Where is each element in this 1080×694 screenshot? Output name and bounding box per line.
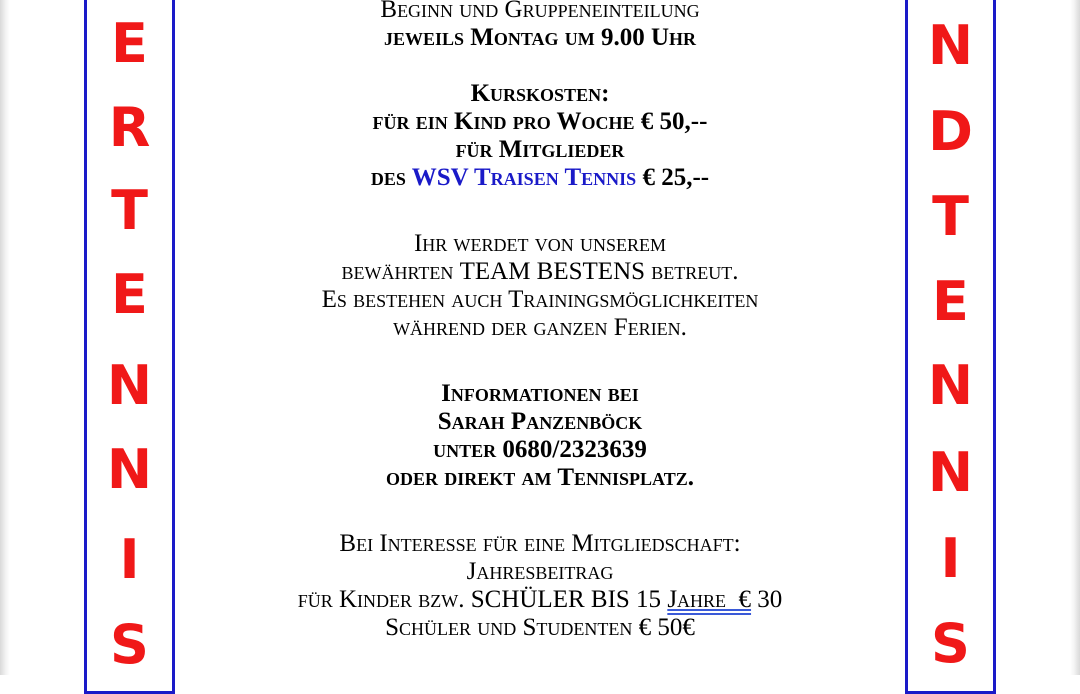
right-vertical-banner: [905, 0, 996, 694]
contact-name: Sarah Panzenböck: [437, 408, 643, 435]
schedule-time: jeweils Montag um 9.00 Uhr: [383, 24, 697, 51]
membership-students: Schüler und Studenten € 50€: [385, 614, 695, 641]
contact-line: oder direkt am Tennisplatz.: [386, 464, 694, 491]
club-name: WSV Traisen Tennis: [411, 164, 637, 191]
schedule-line: Beginn und Gruppeneinteilung: [380, 0, 700, 23]
kids-price: 30: [757, 586, 783, 613]
right-letter: N: [927, 354, 974, 417]
contact-line: Informationen bei: [441, 380, 639, 407]
right-letter: S: [931, 612, 970, 675]
left-letter: T: [111, 179, 148, 242]
left-letter: N: [106, 438, 153, 501]
right-letter: T: [932, 185, 969, 248]
right-letter: D: [928, 100, 973, 163]
club-price: € 25,--: [642, 164, 710, 191]
left-letter: I: [119, 528, 140, 591]
right-letter: E: [932, 270, 969, 333]
left-letter: E: [111, 12, 148, 75]
left-letter: R: [108, 96, 151, 159]
membership-line: Jahresbeitrag: [466, 558, 614, 585]
kids-prefix: für Kinder bzw. SCHÜLER BIS 15: [297, 586, 662, 613]
team-suffix: betreut.: [651, 258, 739, 285]
team-prefix: bewährten: [341, 258, 454, 285]
team-name: TEAM BESTENS: [459, 258, 646, 285]
kids-underlined: Jahre €: [667, 586, 752, 613]
costs-members-intro: für Mitglieder: [455, 136, 625, 163]
left-letter: E: [111, 263, 148, 326]
right-letter: N: [927, 14, 974, 77]
left-letter: N: [106, 354, 153, 417]
contact-section: [200, 380, 880, 492]
left-vertical-banner: [84, 0, 175, 694]
left-letter: S: [110, 613, 149, 676]
membership-section: [200, 530, 880, 642]
page-edge-right: [1070, 0, 1080, 675]
team-line: während der ganzen Ferien.: [393, 314, 687, 341]
costs-heading: Kurskosten:: [470, 80, 610, 107]
team-section: [200, 230, 880, 342]
team-line: [200, 258, 880, 286]
team-line: Ihr werdet von unserem: [413, 230, 667, 257]
team-line: Es bestehen auch Trainingsmöglichkeiten: [321, 286, 759, 313]
costs-per-child: für ein Kind pro Woche € 50,--: [372, 108, 708, 135]
right-letter: I: [940, 527, 961, 590]
costs-club-line: [200, 164, 880, 192]
contact-phone: unter 0680/2323639: [433, 436, 647, 463]
club-prefix: des: [370, 164, 406, 191]
right-letter: N: [927, 441, 974, 504]
costs-section: [200, 80, 880, 192]
membership-kids: [200, 586, 880, 614]
schedule-section: [200, 0, 880, 52]
page-edge-left: [0, 0, 10, 675]
membership-line: Bei Interesse für eine Mitgliedschaft:: [339, 530, 741, 557]
